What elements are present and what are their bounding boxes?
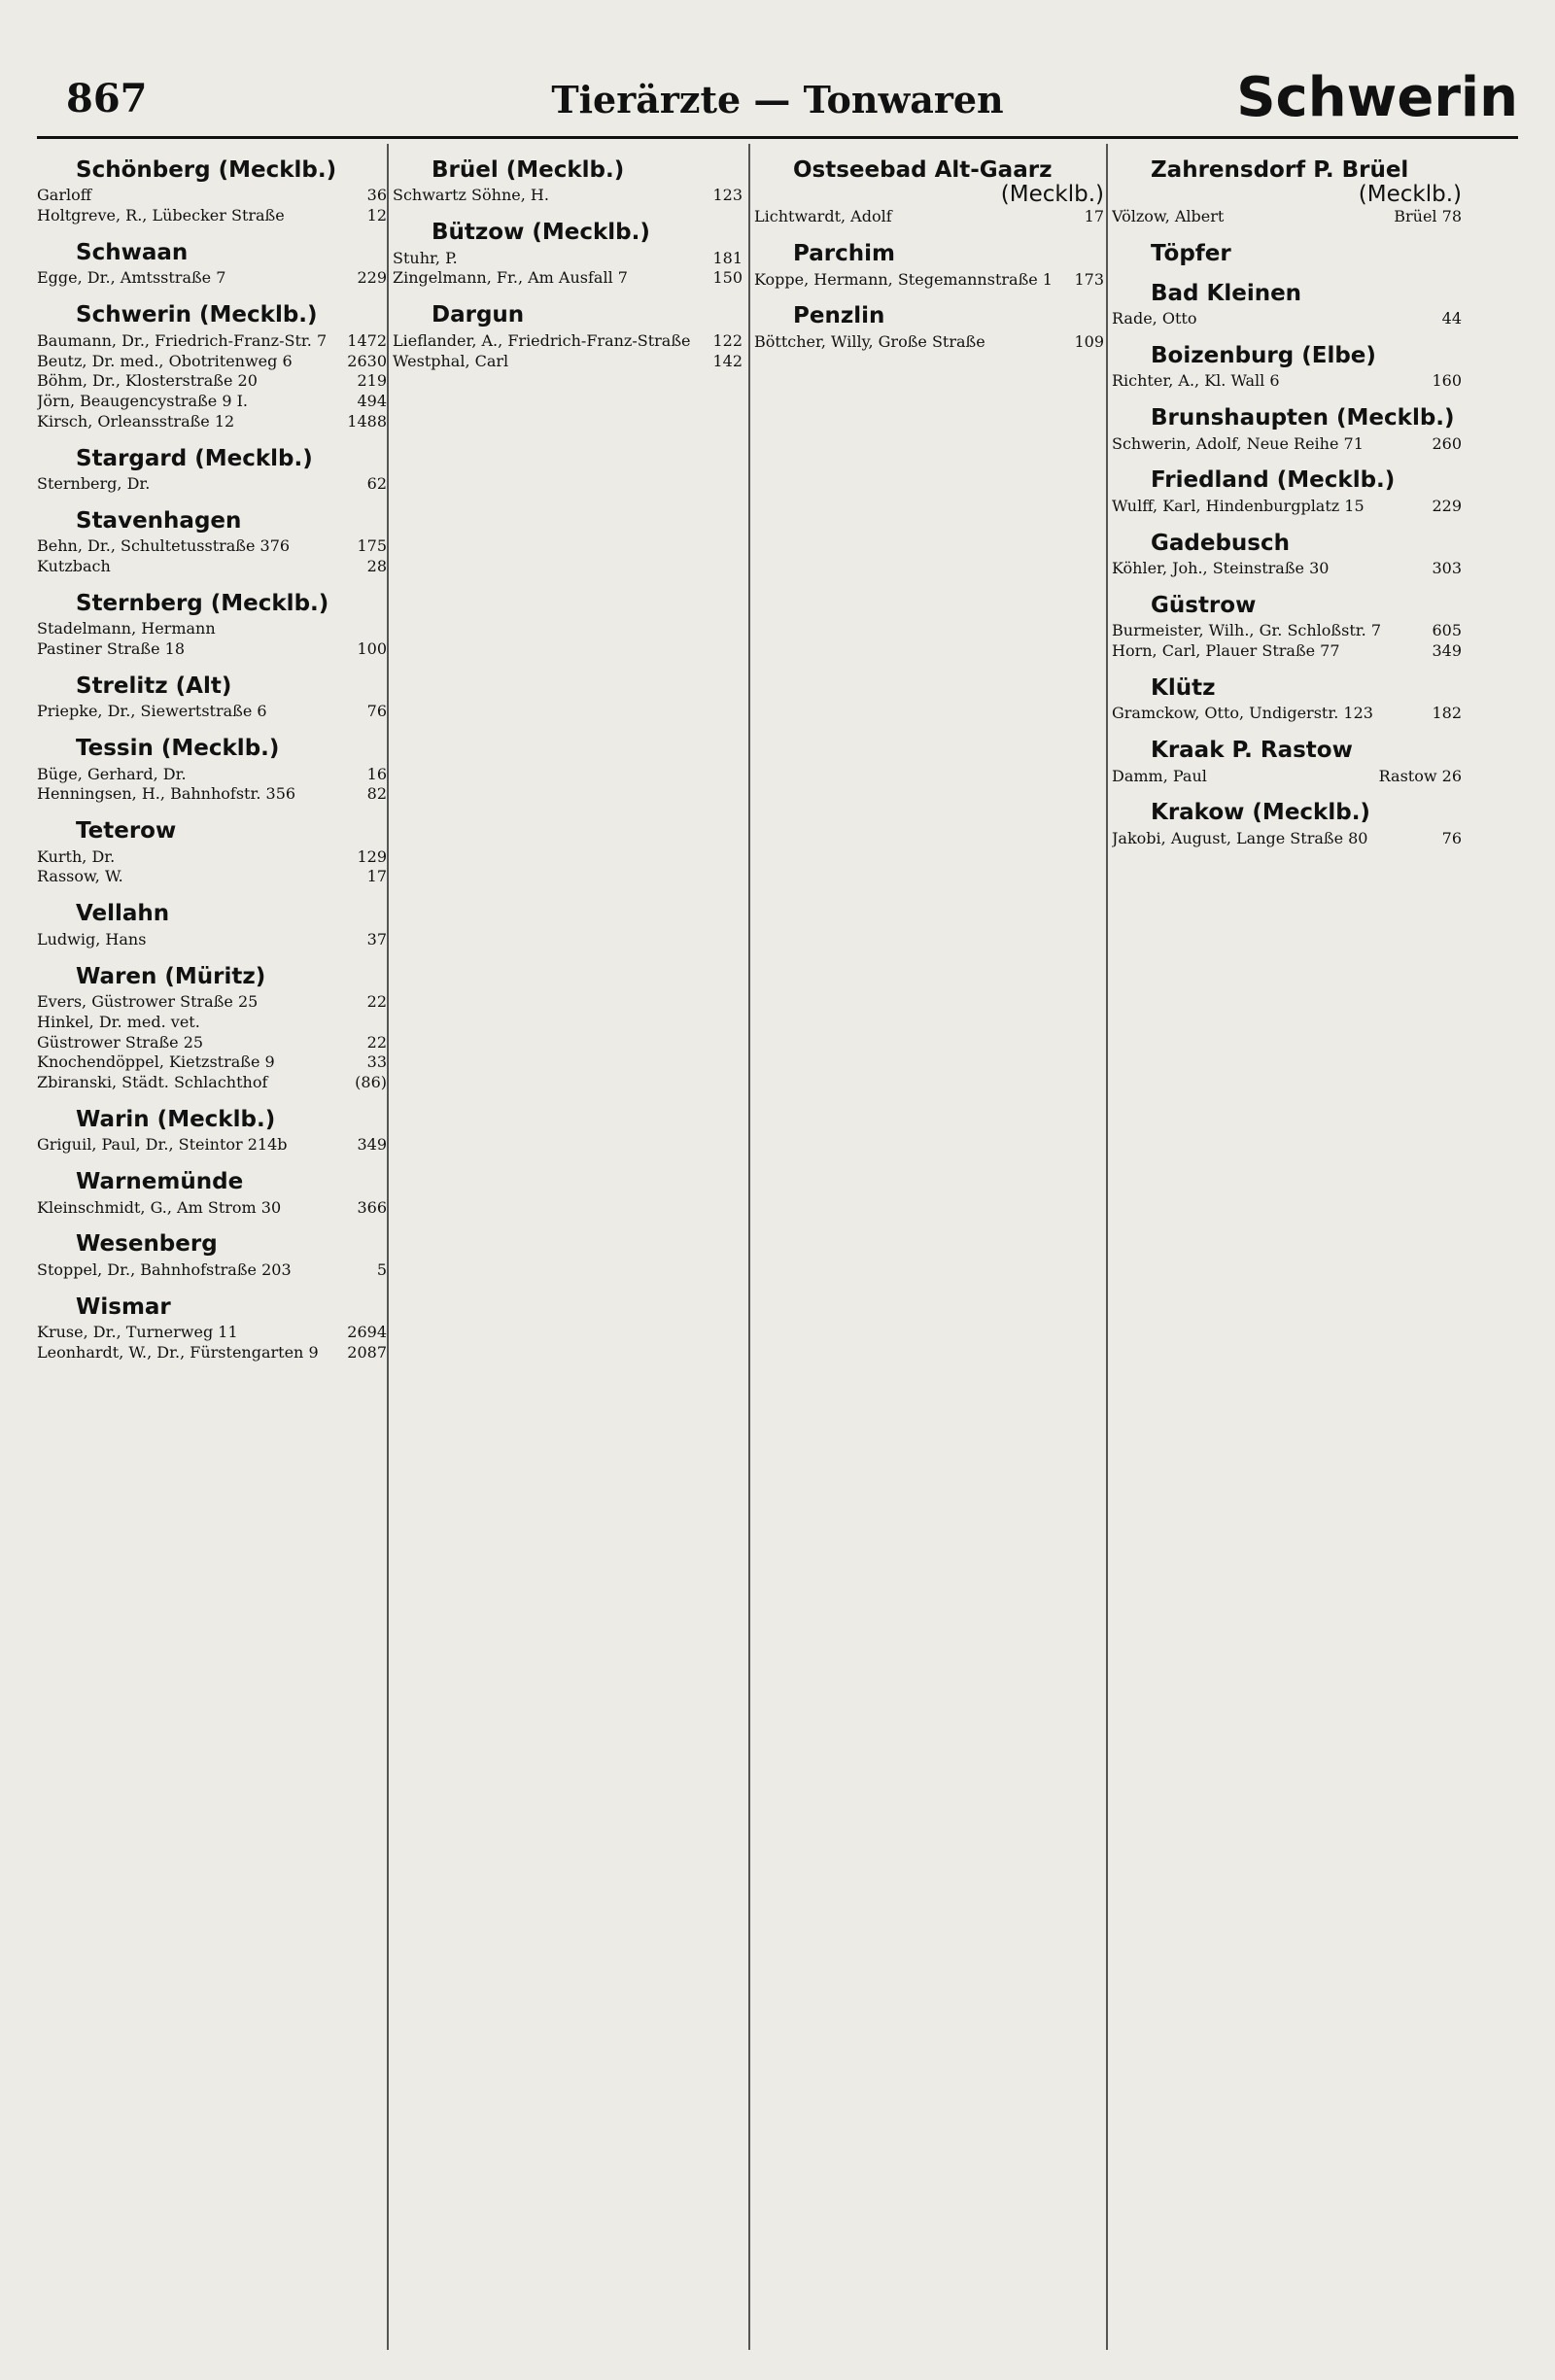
entry-name: Schwartz Söhne, H. — [393, 186, 549, 205]
entry-number: 142 — [712, 351, 743, 370]
entry-name: Kruse, Dr., Turnerweg 11 — [37, 1323, 238, 1342]
directory-entry — [1112, 704, 1462, 724]
city-heading: Ostseebad Alt-Gaarz — [793, 157, 1053, 183]
directory-entry — [37, 1052, 387, 1073]
directory-entry — [37, 702, 387, 722]
entry-number: 2630 — [347, 351, 387, 370]
directory-entry — [393, 249, 743, 269]
directory-entry — [1112, 641, 1462, 662]
city-heading: Güstrow — [1151, 592, 1257, 618]
entry-number: 366 — [357, 1197, 387, 1217]
entry-name: Horn, Carl, Plauer Straße 77 — [1112, 641, 1340, 661]
entry-name: Güstrower Straße 25 — [37, 1032, 204, 1052]
entry-name: Evers, Güstrower Straße 25 — [37, 991, 259, 1011]
directory-entry — [754, 207, 1104, 227]
directory-entry — [37, 847, 387, 868]
directory-entry — [1112, 621, 1462, 641]
entry-number: 1488 — [347, 411, 387, 431]
directory-entry — [37, 867, 387, 887]
city-heading: Bad Kleinen — [1151, 280, 1302, 306]
entry-name: Koppe, Hermann, Stegemannstraße 1 — [754, 269, 1053, 289]
city-heading: Brunshaupten (Mecklb.) — [1151, 405, 1455, 431]
directory-entry — [393, 268, 743, 289]
column-divider — [1106, 144, 1108, 2350]
directory-entry — [37, 474, 387, 495]
directory-entry — [1112, 559, 1462, 579]
directory-entry — [37, 784, 387, 805]
entry-number: Brüel 78 — [1394, 207, 1462, 226]
entry-number: 129 — [357, 846, 387, 866]
city-heading: Wismar — [76, 1293, 171, 1320]
entry-name: Sternberg, Dr. — [37, 474, 151, 494]
entry-number: 16 — [366, 764, 387, 783]
entry-name: Damm, Paul — [1112, 766, 1207, 785]
directory-entry — [393, 186, 743, 206]
entry-number: 5 — [376, 1259, 387, 1279]
directory-entry — [393, 352, 743, 372]
entry-number: 605 — [1432, 621, 1462, 640]
entry-number: 22 — [366, 991, 387, 1011]
entry-name: Kutzbach — [37, 557, 111, 576]
directory-entry — [37, 392, 387, 412]
directory-column-1 — [37, 144, 387, 1363]
directory-entry — [1112, 207, 1462, 227]
entry-number: 82 — [366, 784, 387, 804]
entry-number: 349 — [357, 1135, 387, 1155]
entry-name: Kurth, Dr. — [37, 846, 116, 866]
directory-entry — [37, 186, 387, 206]
entry-name: Stoppel, Dr., Bahnhofstraße 203 — [37, 1259, 292, 1279]
city-heading: Wesenberg — [76, 1231, 218, 1258]
entry-name: Jakobi, August, Lange Straße 80 — [1112, 828, 1368, 847]
entry-name: Burmeister, Wilh., Gr. Schloßstr. 7 — [1112, 621, 1381, 640]
entry-number: 22 — [366, 1032, 387, 1052]
entry-name: Gramckow, Otto, Undigerstr. 123 — [1112, 704, 1373, 723]
entry-number: 76 — [366, 702, 387, 721]
directory-entry — [1112, 497, 1462, 517]
city-heading: Boizenburg (Elbe) — [1151, 342, 1376, 368]
city-heading-suffix: (Mecklb.) — [1358, 182, 1462, 208]
entry-name: Kleinschmidt, G., Am Strom 30 — [37, 1197, 282, 1217]
entry-number: 33 — [366, 1052, 387, 1072]
entry-number: 44 — [1441, 309, 1462, 328]
city-heading: Warnemünde — [76, 1169, 244, 1195]
city-heading-suffix: (Mecklb.) — [1000, 182, 1104, 208]
entry-number: 17 — [1084, 207, 1104, 226]
city-heading: Schwaan — [76, 240, 189, 266]
directory-entry — [37, 331, 387, 352]
entry-name: Rassow, W. — [37, 867, 123, 886]
entry-number: 260 — [1432, 433, 1462, 453]
directory-entry — [37, 1260, 387, 1281]
city-heading: Warin (Mecklb.) — [76, 1106, 276, 1132]
column-divider — [387, 144, 389, 2350]
directory-entry — [37, 765, 387, 785]
entry-number: 28 — [366, 557, 387, 576]
entry-number: 182 — [1432, 704, 1462, 723]
directory-entry — [1112, 371, 1462, 392]
entry-number: 175 — [357, 536, 387, 556]
entry-number: 303 — [1432, 559, 1462, 578]
entry-name: Zbiranski, Städt. Schlachthof — [37, 1073, 268, 1092]
city-heading: Vellahn — [76, 901, 170, 927]
page-title: Tierärzte — Tonwaren — [551, 78, 1004, 121]
city-heading: Penzlin — [793, 303, 885, 329]
entry-name: Richter, A., Kl. Wall 6 — [1112, 371, 1280, 391]
directory-entry — [37, 1323, 387, 1343]
entry-number: 219 — [357, 371, 387, 391]
entry-name: Henningsen, H., Bahnhofstr. 356 — [37, 784, 296, 804]
entry-name: Köhler, Joh., Steinstraße 30 — [1112, 559, 1330, 578]
directory-entry — [37, 1073, 387, 1093]
directory-entry — [37, 1343, 387, 1363]
running-header — [37, 68, 1518, 139]
entry-name: Behn, Dr., Schultetusstraße 376 — [37, 536, 291, 556]
city-heading: Tessin (Mecklb.) — [76, 736, 280, 762]
entry-number: 349 — [1432, 641, 1462, 661]
city-heading: Dargun — [432, 302, 525, 328]
directory-entry — [37, 412, 387, 432]
city-heading: Klütz — [1151, 674, 1216, 701]
entry-name: Stadelmann, Hermann — [37, 619, 216, 638]
entry-name: Stuhr, P. — [393, 248, 458, 267]
entry-name: Priepke, Dr., Siewertstraße 6 — [37, 702, 267, 721]
entry-name: Beutz, Dr. med., Obotritenweg 6 — [37, 351, 293, 370]
directory-entry — [1112, 767, 1462, 787]
entry-name: Büge, Gerhard, Dr. — [37, 764, 187, 783]
directory-entry — [37, 536, 387, 557]
directory-entry — [37, 268, 387, 289]
entry-name: Schwerin, Adolf, Neue Reihe 71 — [1112, 433, 1364, 453]
entry-number: 62 — [366, 474, 387, 494]
entry-number: 229 — [357, 268, 387, 288]
directory-entry — [754, 270, 1104, 291]
city-heading: Bützow (Mecklb.) — [432, 220, 650, 246]
directory-entry — [37, 1013, 387, 1033]
entry-name: Hinkel, Dr. med. vet. — [37, 1012, 200, 1031]
city-heading: Stavenhagen — [76, 507, 242, 534]
entry-number: Rastow 26 — [1378, 766, 1462, 785]
city-heading: Brüel (Mecklb.) — [432, 157, 625, 183]
city-heading: Stargard (Mecklb.) — [76, 445, 313, 471]
city-heading: Waren (Müritz) — [76, 963, 266, 989]
entry-name: Wulff, Karl, Hindenburgplatz 15 — [1112, 496, 1365, 515]
directory-entry — [393, 331, 743, 352]
entry-number: 12 — [366, 206, 387, 225]
directory-entry — [1112, 309, 1462, 329]
entry-name: Holtgreve, R., Lübecker Straße — [37, 206, 285, 225]
directory-entry — [37, 992, 387, 1013]
city-heading: Krakow (Mecklb.) — [1151, 800, 1370, 826]
entry-number: 150 — [712, 268, 743, 288]
entry-number: 494 — [357, 392, 387, 411]
city-heading: Parchim — [793, 241, 895, 267]
entry-name: Pastiner Straße 18 — [37, 639, 186, 659]
city-heading: Kraak P. Rastow — [1151, 738, 1353, 764]
entry-name: Leonhardt, W., Dr., Fürstengarten 9 — [37, 1342, 319, 1362]
page-city: Schwerin — [1236, 66, 1518, 129]
entry-number: 100 — [357, 639, 387, 659]
entry-name: Böttcher, Willy, Große Straße — [754, 331, 985, 351]
entry-name: Griguil, Paul, Dr., Steintor 214b — [37, 1135, 288, 1155]
entry-name: Lichtwardt, Adolf — [754, 207, 892, 226]
entry-number: 1472 — [347, 330, 387, 350]
entry-name: Jörn, Beaugencystraße 9 I. — [37, 392, 248, 411]
entry-number: 229 — [1432, 496, 1462, 515]
entry-number: 123 — [712, 186, 743, 205]
entry-name: Egge, Dr., Amtsstraße 7 — [37, 268, 226, 288]
entry-number: 2694 — [347, 1323, 387, 1342]
entry-name: Rade, Otto — [1112, 309, 1197, 328]
directory-entry — [37, 1033, 387, 1053]
city-heading: Schwerin (Mecklb.) — [76, 302, 318, 328]
entry-name: Kirsch, Orleansstraße 12 — [37, 411, 235, 431]
city-heading: Sternberg (Mecklb.) — [76, 590, 329, 616]
city-heading: Gadebusch — [1151, 530, 1290, 556]
directory-column-2 — [393, 144, 743, 371]
directory-entry — [37, 352, 387, 372]
entry-name: Völzow, Albert — [1112, 207, 1225, 226]
directory-column-3 — [754, 144, 1104, 353]
entry-number: 173 — [1074, 269, 1104, 289]
column-divider — [748, 144, 750, 2350]
entry-number: 76 — [1441, 828, 1462, 847]
directory-entry — [37, 619, 387, 639]
directory-entry — [37, 930, 387, 950]
city-heading: Friedland (Mecklb.) — [1151, 467, 1396, 494]
directory-entry — [754, 332, 1104, 353]
directory-entry — [37, 371, 387, 392]
city-heading: Schönberg (Mecklb.) — [76, 157, 337, 183]
city-heading: Töpfer — [1151, 241, 1231, 267]
city-heading: Strelitz (Alt) — [76, 673, 232, 699]
entry-name: Zingelmann, Fr., Am Ausfall 7 — [393, 268, 628, 288]
city-heading: Zahrensdorf P. Brüel — [1151, 157, 1409, 183]
directory-entry — [1112, 829, 1462, 849]
entry-name: Böhm, Dr., Klosterstraße 20 — [37, 371, 258, 391]
entry-name: Westphal, Carl — [393, 351, 509, 370]
entry-number: 181 — [712, 248, 743, 267]
directory-entry — [37, 1198, 387, 1219]
entry-number: 2087 — [347, 1342, 387, 1362]
directory-entry — [1112, 434, 1462, 455]
entry-number: 17 — [366, 867, 387, 886]
entry-name: Baumann, Dr., Friedrich-Franz-Str. 7 — [37, 330, 328, 350]
entry-number: 109 — [1074, 331, 1104, 351]
directory-entry — [37, 206, 387, 226]
directory-entry — [37, 1135, 387, 1156]
city-heading: Teterow — [76, 818, 177, 845]
entry-number: 36 — [366, 186, 387, 205]
entry-name: Garloff — [37, 186, 92, 205]
directory-column-4 — [1112, 144, 1462, 849]
entry-number: 160 — [1432, 371, 1462, 391]
entry-name: Knochendöppel, Kietzstraße 9 — [37, 1052, 275, 1072]
directory-entry — [37, 557, 387, 577]
directory-entry — [37, 639, 387, 660]
entry-name: Ludwig, Hans — [37, 929, 147, 949]
entry-number: (86) — [355, 1073, 387, 1092]
entry-name: Lieflander, A., Friedrich-Franz-Straße — [393, 330, 691, 350]
page-number: 867 — [66, 76, 148, 121]
entry-number: 122 — [712, 330, 743, 350]
entry-number: 37 — [366, 929, 387, 949]
